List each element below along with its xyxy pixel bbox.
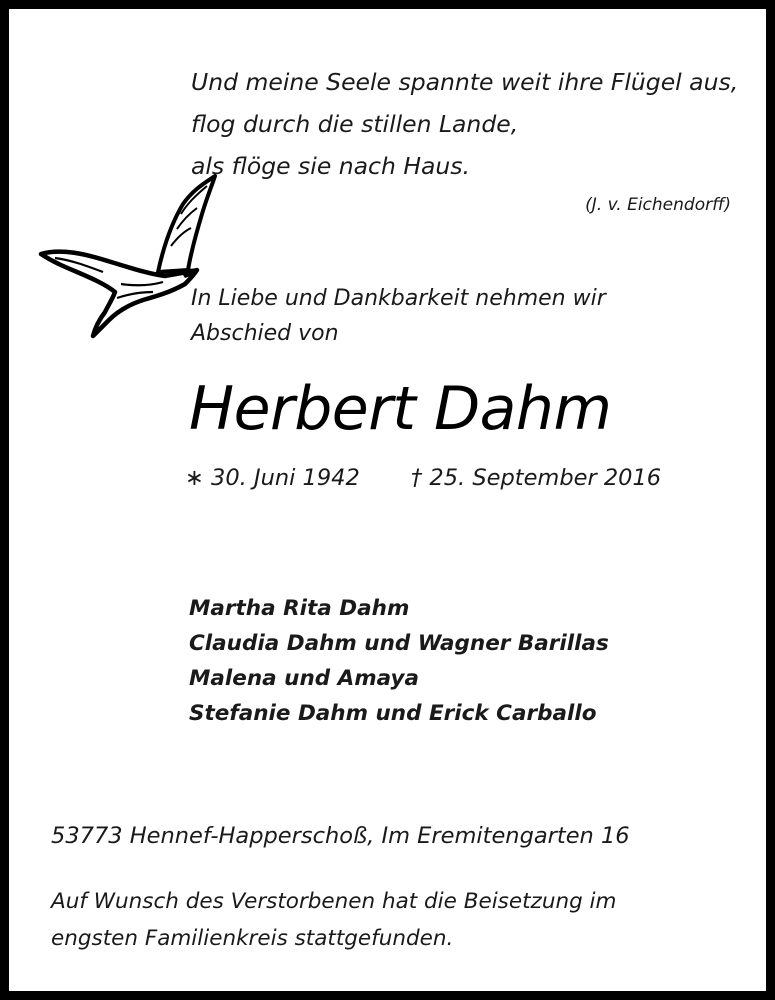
mourners-list (189, 591, 609, 731)
mourner-name: Claudia Dahm und Wagner Barillas (189, 631, 609, 656)
mourner-name: Stefanie Dahm und Erick Carballo (189, 701, 597, 726)
note-line: engsten Familienkreis stattgefunden. (51, 926, 454, 951)
mourner-name: Malena und Amaya (189, 666, 420, 691)
death-date: † 25. September 2016 (411, 465, 662, 491)
poem-line: flog durch die stillen Lande, (191, 110, 519, 138)
intro-text (191, 281, 606, 351)
poem-attribution: (J. v. Eichendorff) (585, 195, 731, 215)
intro-line: Abschied von (191, 321, 339, 346)
deceased-name: Herbert Dahm (189, 374, 612, 444)
intro-line: In Liebe und Dankbarkeit nehmen wir (191, 286, 606, 311)
birth-date: ∗ 30. Juni 1942 (185, 465, 360, 491)
poem-line: als flöge sie nach Haus. (191, 152, 471, 180)
poem-line: Und meine Seele spannte weit ihre Flügel aus, (191, 68, 739, 96)
burial-note (51, 883, 616, 957)
poem (191, 61, 738, 187)
address: 53773 Hennef-Happerschoß, Im Eremitengarten 16 (51, 823, 630, 849)
mourner-name: Martha Rita Dahm (189, 596, 410, 621)
note-line: Auf Wunsch des Verstorbenen hat die Beisetzung im (51, 889, 617, 914)
